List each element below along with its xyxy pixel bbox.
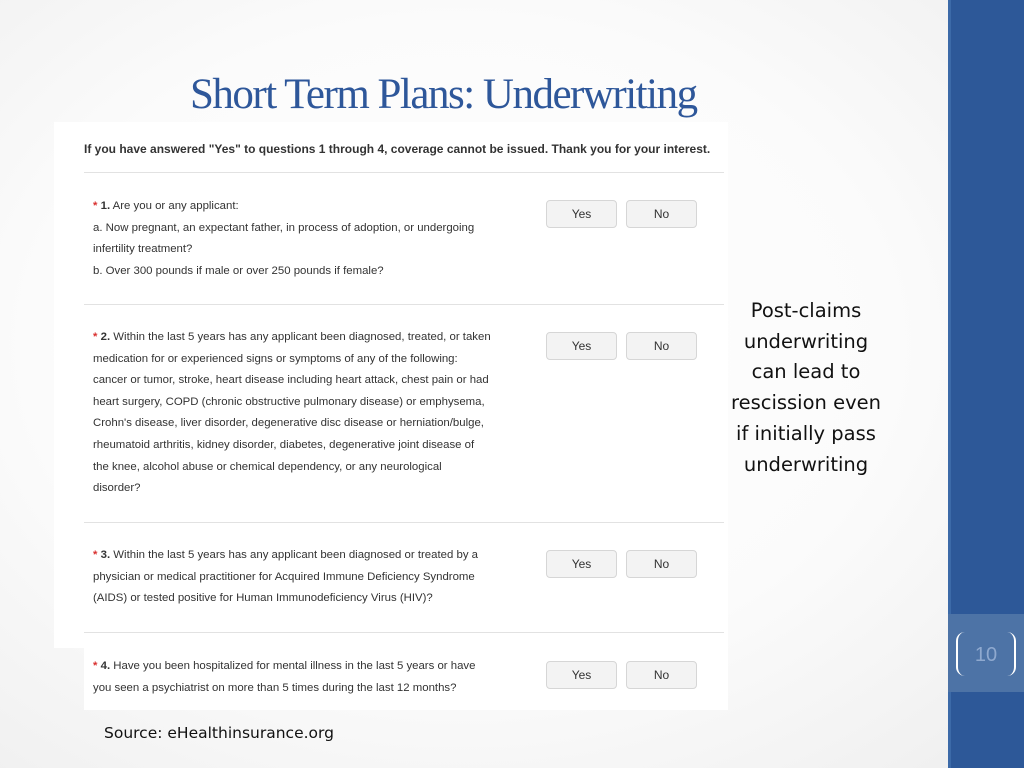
question-line: infertility treatment? <box>93 243 193 256</box>
divider <box>84 522 724 523</box>
question-number: 1. <box>100 200 111 212</box>
question-3 <box>93 545 538 610</box>
required-marker: * <box>93 549 98 561</box>
slide-title: Short Term Plans: Underwriting <box>190 71 697 118</box>
question-text: Are you or any applicant: <box>112 200 239 212</box>
q3-no-button[interactable]: No <box>626 550 697 578</box>
question-text: Have you been hospitalized for mental illness in the last 5 years or have <box>113 660 476 672</box>
divider <box>84 172 724 173</box>
question-line: medication for or experienced signs or symptoms of any of the following: <box>93 352 458 365</box>
q2-no-button[interactable]: No <box>626 332 697 360</box>
q2-yes-button[interactable]: Yes <box>546 332 617 360</box>
question-number: 3. <box>100 549 111 561</box>
question-line: cancer or tumor, stroke, heart disease including heart attack, chest pain or had <box>93 374 489 387</box>
form-notice: If you have answered "Yes" to questions 1 through 4, coverage cannot be issued. Thank you for your interest. <box>84 142 711 156</box>
q1-no-button[interactable]: No <box>626 200 697 228</box>
question-line: the knee, alcohol abuse or chemical dependency, or any neurological <box>93 460 442 473</box>
divider <box>84 632 724 633</box>
question-line: (AIDS) or tested positive for Human Immunodeficiency Virus (HIV)? <box>93 592 433 605</box>
side-note: Post-claims underwriting can lead to rescission even if initially pass underwriting <box>730 299 881 476</box>
question-line: physician or medical practitioner for Acquired Immune Deficiency Syndrome <box>93 570 475 583</box>
question-line <box>93 196 538 218</box>
question-1 <box>93 196 538 282</box>
divider <box>84 304 724 305</box>
source-citation: Source: eHealthinsurance.org <box>104 724 334 742</box>
page-number: 10 <box>974 644 998 666</box>
required-marker: * <box>93 200 98 212</box>
question-line: heart surgery, COPD (chronic obstructive pulmonary disease) or emphysema, <box>93 395 485 408</box>
question-line <box>93 327 538 349</box>
question-4 <box>93 656 538 699</box>
page-number-box <box>948 614 1024 692</box>
required-marker: * <box>93 660 98 672</box>
q4-yes-button[interactable]: Yes <box>546 661 617 689</box>
question-line <box>93 656 538 678</box>
question-line: a. Now pregnant, an expectant father, in process of adoption, or undergoing <box>93 221 475 234</box>
question-line: b. Over 300 pounds if male or over 250 pounds if female? <box>93 264 384 277</box>
question-number: 2. <box>100 331 111 343</box>
question-line <box>93 545 538 567</box>
question-number: 4. <box>100 660 111 672</box>
question-line: rheumatoid arthritis, kidney disorder, diabetes, degenerative joint disease of <box>93 438 475 451</box>
question-line: you seen a psychiatrist on more than 5 times during the last 12 months? <box>93 681 457 694</box>
q3-yes-button[interactable]: Yes <box>546 550 617 578</box>
q4-no-button[interactable]: No <box>626 661 697 689</box>
question-line: disorder? <box>93 482 141 495</box>
required-marker: * <box>93 331 98 343</box>
question-text: Within the last 5 years has any applicant been diagnosed, treated, or taken <box>113 331 491 343</box>
question-2 <box>93 327 538 500</box>
q1-yes-button[interactable]: Yes <box>546 200 617 228</box>
question-line: Crohn's disease, liver disorder, degenerative disc disease or herniation/bulge, <box>93 417 484 430</box>
question-text: Within the last 5 years has any applicant been diagnosed or treated by a <box>113 549 479 561</box>
